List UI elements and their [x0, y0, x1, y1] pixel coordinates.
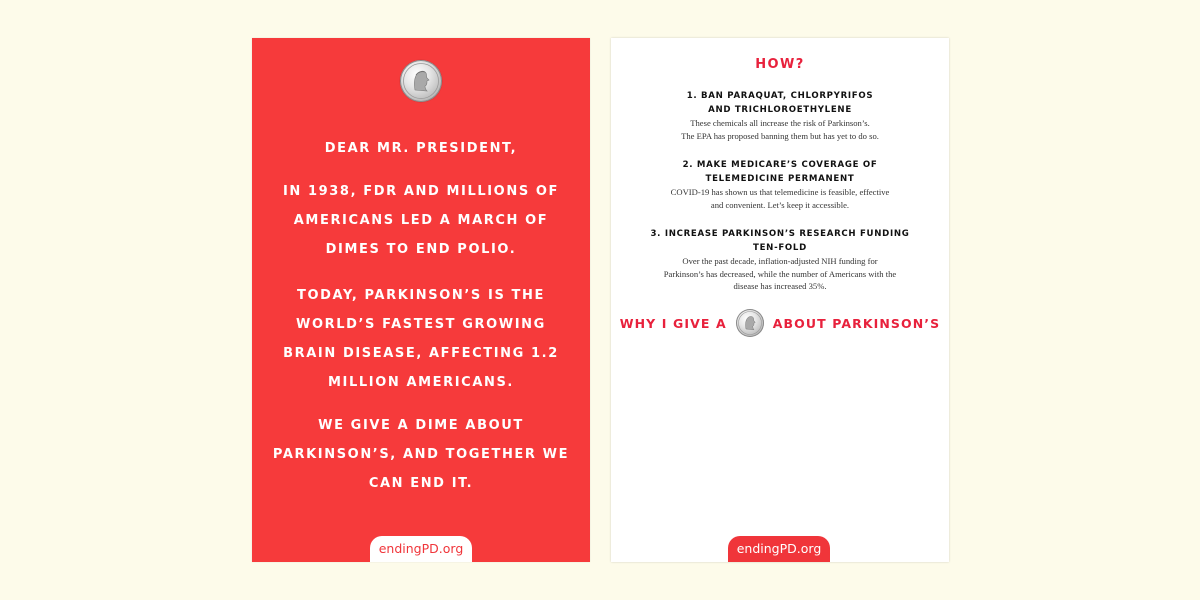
paragraph-march-of-dimes	[252, 177, 590, 264]
paragraph-line: BRAIN DISEASE, AFFECTING 1.2	[283, 346, 559, 361]
item-title-line: 2. MAKE MEDICARE’S COVERAGE OF	[682, 160, 878, 170]
back-card	[611, 38, 949, 562]
item-body-line: The EPA has proposed banning them but has yet to do so.	[681, 130, 879, 141]
paragraph-line: WE GIVE A DIME ABOUT	[318, 418, 524, 433]
item-body-line: Over the past decade, inflation-adjusted NIH funding for	[682, 256, 878, 266]
action-item-research-funding	[611, 227, 949, 293]
paragraph-line: IN 1938, FDR AND MILLIONS OF	[282, 184, 560, 199]
tagline-right: ABOUT PARKINSON’S	[772, 315, 941, 331]
front-card	[252, 38, 590, 562]
ending-pd-link[interactable]: endingPD.org	[728, 536, 830, 562]
item-body-line: disease has increased 35%.	[733, 281, 827, 291]
item-body-line: COVID-19 has shown us that telemedicine is feasible, effective	[670, 187, 890, 197]
item-title-line: 3. INCREASE PARKINSON’S RESEARCH FUNDING	[650, 229, 910, 239]
item-title-line: TEN-FOLD	[753, 243, 807, 253]
paragraph-line: TODAY, PARKINSON’S IS THE	[297, 288, 545, 303]
action-item-ban-chemicals	[611, 89, 949, 142]
item-title-line: AND TRICHLOROETHYLENE	[708, 105, 852, 115]
how-heading: HOW?	[755, 57, 805, 72]
paragraph-line: DIMES TO END POLIO.	[325, 242, 517, 257]
paragraph-line: PARKINSON’S, AND TOGETHER WE	[272, 447, 570, 462]
salutation	[252, 134, 590, 163]
paragraph-line: CAN END IT.	[368, 476, 474, 491]
item-body-line: Parkinson’s has decreased, while the number of Americans with the	[663, 268, 897, 279]
item-title-line: 1. BAN PARAQUAT, CHLORPYRIFOS	[686, 91, 874, 101]
ending-pd-link[interactable]: endingPD.org	[370, 536, 472, 562]
item-title-line: TELEMEDICINE PERMANENT	[705, 174, 855, 184]
item-body-line: and convenient. Let’s keep it accessible.	[710, 199, 850, 210]
paragraph-line: WORLD’S FASTEST GROWING	[296, 317, 546, 332]
salutation-line: DEAR MR. PRESIDENT,	[324, 141, 518, 156]
why-i-give-a-dime-tagline	[611, 308, 949, 338]
item-body-line: These chemicals all increase the risk of Parkinson’s.	[690, 118, 870, 128]
dime-coin-icon	[736, 309, 764, 337]
paragraph-parkinsons-growth	[252, 281, 590, 397]
paragraph-give-a-dime	[252, 411, 590, 498]
dime-coin-icon	[400, 60, 442, 102]
paragraph-line: AMERICANS LED A MARCH OF	[293, 213, 549, 228]
paragraph-line: MILLION AMERICANS.	[328, 375, 514, 390]
action-item-telemedicine	[611, 158, 949, 211]
tagline-left: WHY I GIVE A	[619, 315, 727, 331]
